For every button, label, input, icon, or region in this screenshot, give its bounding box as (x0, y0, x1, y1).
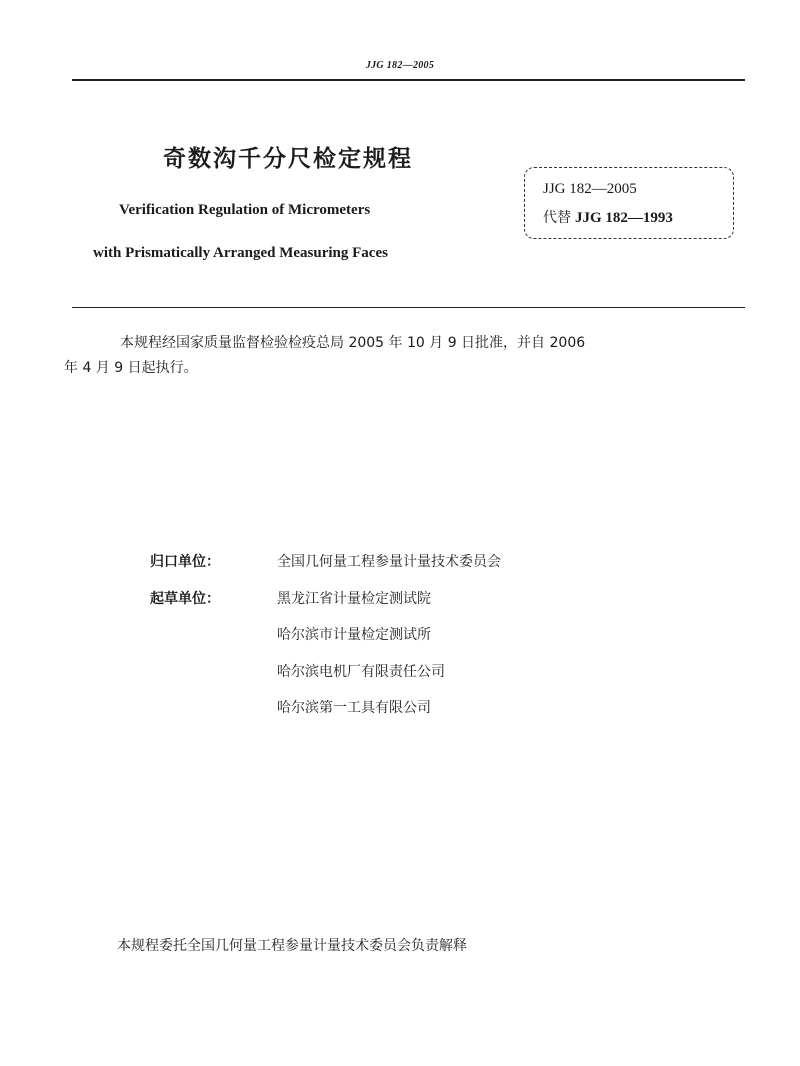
replaces-line (543, 207, 673, 227)
interpretation-note: 本规程委托全国几何量工程参量计量技术委员会负责解释 (117, 938, 467, 954)
responsible-unit-value: 全国几何量工程参量计量技术委员会 (277, 554, 501, 570)
drafting-unit-value: 哈尔滨市计量检定测试所 (277, 627, 431, 643)
responsible-unit-label: 归口单位： (150, 554, 220, 570)
standard-code: JJG 182—2005 (543, 181, 637, 197)
title-chinese: 奇数沟千分尺检定规程 (163, 146, 413, 172)
replaces-code: JJG 182—1993 (575, 210, 673, 226)
header-rule (72, 79, 745, 81)
drafting-unit-value: 哈尔滨第一工具有限公司 (277, 700, 431, 716)
approval-line2: 年 4 月 9 日起执行。 (64, 360, 198, 376)
drafting-unit-value: 黑龙江省计量检定测试院 (277, 590, 431, 607)
replaces-label: 代替 (543, 210, 571, 226)
drafting-unit-label: 起草单位： (150, 590, 220, 607)
header-standard-code: JJG 182—2005 (365, 60, 435, 71)
section-rule (72, 307, 745, 308)
drafting-unit-value: 哈尔滨电机厂有限责任公司 (277, 663, 445, 680)
approval-paragraph (64, 331, 747, 381)
approval-line1: 本规程经国家质量监督检验检疫总局 2005 年 10 月 9 日批准，并自 2006 (120, 335, 586, 351)
standard-code-box (524, 167, 734, 239)
title-english-line2: with Prismatically Arranged Measuring Faces (93, 245, 388, 261)
title-english-line1: Verification Regulation of Micrometers (119, 202, 371, 218)
